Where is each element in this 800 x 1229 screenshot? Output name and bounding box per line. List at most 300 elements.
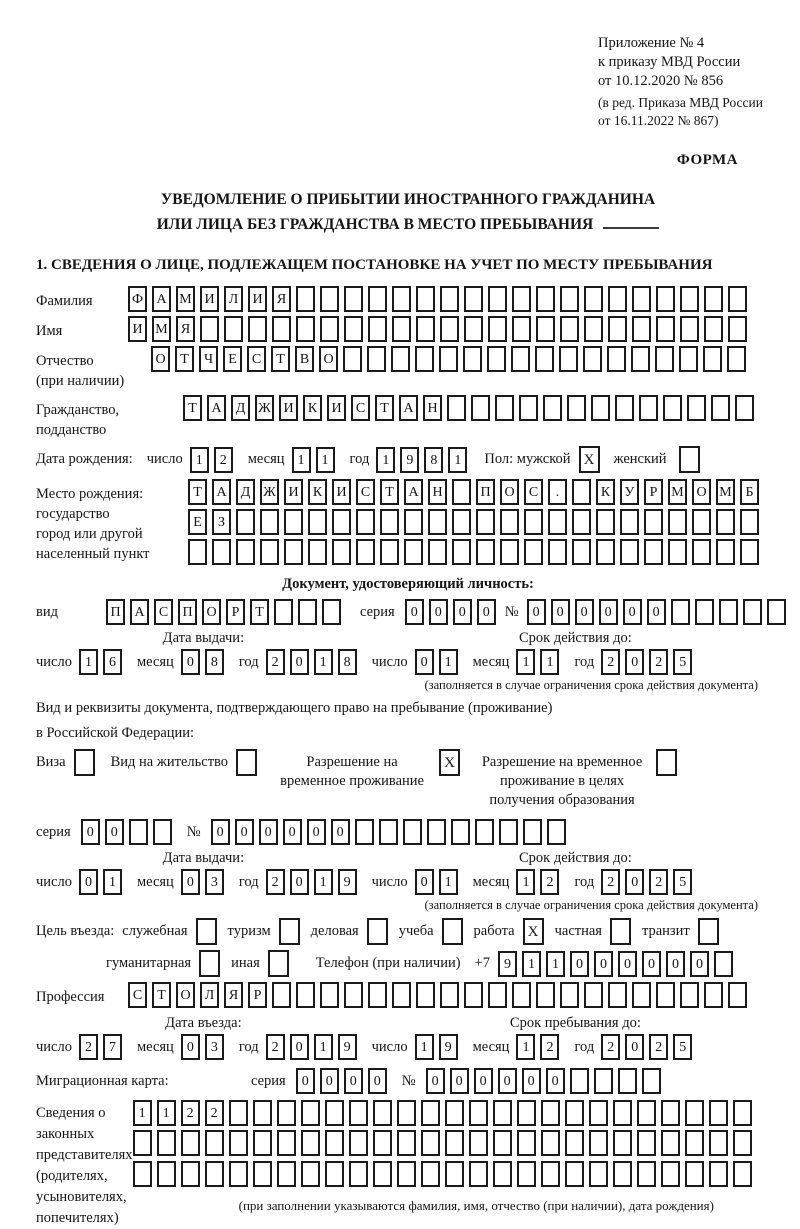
char-cell[interactable] bbox=[728, 286, 747, 312]
char-cell[interactable] bbox=[277, 1130, 296, 1156]
char-cell[interactable] bbox=[728, 982, 747, 1008]
char-cell[interactable] bbox=[272, 316, 291, 342]
char-cell[interactable] bbox=[236, 539, 255, 565]
char-cell[interactable] bbox=[320, 982, 339, 1008]
char-cell[interactable] bbox=[572, 539, 591, 565]
char-cell[interactable] bbox=[427, 819, 446, 845]
char-cell[interactable] bbox=[607, 346, 626, 372]
checkbox[interactable] bbox=[610, 918, 631, 945]
char-cell[interactable] bbox=[583, 346, 602, 372]
char-cell[interactable] bbox=[584, 286, 603, 312]
char-cell[interactable] bbox=[584, 316, 603, 342]
char-cell[interactable] bbox=[559, 346, 578, 372]
char-cell[interactable]: 0 bbox=[429, 599, 448, 625]
char-cell[interactable] bbox=[428, 539, 447, 565]
char-cell[interactable]: Т bbox=[183, 395, 202, 421]
char-cell[interactable] bbox=[560, 316, 579, 342]
char-cell[interactable] bbox=[680, 982, 699, 1008]
char-cell[interactable]: 3 bbox=[205, 869, 224, 895]
char-cell[interactable] bbox=[632, 316, 651, 342]
char-cell[interactable] bbox=[476, 539, 495, 565]
char-cell[interactable]: 0 bbox=[666, 951, 685, 977]
char-cell[interactable] bbox=[332, 509, 351, 535]
char-cell[interactable] bbox=[637, 1100, 656, 1126]
char-cell[interactable] bbox=[248, 316, 267, 342]
char-cell[interactable] bbox=[644, 539, 663, 565]
checkbox[interactable] bbox=[279, 918, 300, 945]
char-cell[interactable]: Т bbox=[271, 346, 290, 372]
char-cell[interactable] bbox=[356, 509, 375, 535]
char-cell[interactable] bbox=[488, 982, 507, 1008]
char-cell[interactable]: А bbox=[399, 395, 418, 421]
char-cell[interactable]: Т bbox=[188, 479, 207, 505]
char-cell[interactable] bbox=[367, 346, 386, 372]
char-cell[interactable] bbox=[368, 316, 387, 342]
char-cell[interactable] bbox=[613, 1161, 632, 1187]
char-cell[interactable]: Д bbox=[231, 395, 250, 421]
char-cell[interactable]: 0 bbox=[625, 649, 644, 675]
char-cell[interactable]: 2 bbox=[266, 1034, 285, 1060]
char-cell[interactable]: Т bbox=[175, 346, 194, 372]
char-cell[interactable]: Т bbox=[152, 982, 171, 1008]
char-cell[interactable] bbox=[572, 509, 591, 535]
char-cell[interactable] bbox=[343, 346, 362, 372]
char-cell[interactable] bbox=[344, 982, 363, 1008]
char-cell[interactable]: 0 bbox=[498, 1068, 517, 1094]
char-cell[interactable] bbox=[703, 346, 722, 372]
char-cell[interactable]: Ж bbox=[255, 395, 274, 421]
char-cell[interactable] bbox=[379, 819, 398, 845]
char-cell[interactable] bbox=[519, 395, 538, 421]
char-cell[interactable]: 1 bbox=[516, 869, 535, 895]
char-cell[interactable] bbox=[714, 951, 733, 977]
char-cell[interactable] bbox=[284, 539, 303, 565]
char-cell[interactable]: А bbox=[212, 479, 231, 505]
char-cell[interactable]: 1 bbox=[516, 1034, 535, 1060]
char-cell[interactable] bbox=[493, 1100, 512, 1126]
char-cell[interactable]: 0 bbox=[235, 819, 254, 845]
char-cell[interactable] bbox=[476, 509, 495, 535]
char-cell[interactable]: 0 bbox=[474, 1068, 493, 1094]
char-cell[interactable]: Р bbox=[226, 599, 245, 625]
char-cell[interactable]: 8 bbox=[205, 649, 224, 675]
char-cell[interactable]: 0 bbox=[546, 1068, 565, 1094]
char-cell[interactable] bbox=[709, 1100, 728, 1126]
char-cell[interactable] bbox=[445, 1100, 464, 1126]
char-cell[interactable]: 0 bbox=[181, 1034, 200, 1060]
char-cell[interactable] bbox=[471, 395, 490, 421]
char-cell[interactable]: 9 bbox=[400, 447, 419, 473]
char-cell[interactable] bbox=[205, 1161, 224, 1187]
char-cell[interactable]: 0 bbox=[453, 599, 472, 625]
char-cell[interactable]: А bbox=[152, 286, 171, 312]
char-cell[interactable] bbox=[181, 1130, 200, 1156]
char-cell[interactable] bbox=[589, 1100, 608, 1126]
char-cell[interactable] bbox=[445, 1161, 464, 1187]
char-cell[interactable] bbox=[709, 1161, 728, 1187]
char-cell[interactable] bbox=[129, 819, 148, 845]
checkbox[interactable] bbox=[74, 749, 95, 776]
char-cell[interactable]: 0 bbox=[181, 649, 200, 675]
char-cell[interactable]: И bbox=[248, 286, 267, 312]
char-cell[interactable] bbox=[229, 1130, 248, 1156]
char-cell[interactable]: 0 bbox=[527, 599, 546, 625]
char-cell[interactable] bbox=[523, 819, 542, 845]
char-cell[interactable]: 1 bbox=[448, 447, 467, 473]
char-cell[interactable]: 1 bbox=[157, 1100, 176, 1126]
char-cell[interactable] bbox=[445, 1130, 464, 1156]
char-cell[interactable] bbox=[188, 539, 207, 565]
char-cell[interactable] bbox=[548, 509, 567, 535]
char-cell[interactable] bbox=[421, 1130, 440, 1156]
char-cell[interactable] bbox=[613, 1130, 632, 1156]
char-cell[interactable]: 1 bbox=[103, 869, 122, 895]
char-cell[interactable]: Ч bbox=[199, 346, 218, 372]
char-cell[interactable] bbox=[392, 982, 411, 1008]
checkbox[interactable]: X bbox=[439, 749, 460, 776]
char-cell[interactable]: 0 bbox=[623, 599, 642, 625]
char-cell[interactable]: Р bbox=[644, 479, 663, 505]
char-cell[interactable]: 0 bbox=[368, 1068, 387, 1094]
char-cell[interactable] bbox=[344, 316, 363, 342]
char-cell[interactable]: Л bbox=[200, 982, 219, 1008]
char-cell[interactable] bbox=[349, 1161, 368, 1187]
char-cell[interactable]: 0 bbox=[405, 599, 424, 625]
char-cell[interactable] bbox=[704, 286, 723, 312]
char-cell[interactable] bbox=[325, 1130, 344, 1156]
char-cell[interactable]: 0 bbox=[625, 869, 644, 895]
char-cell[interactable]: Н bbox=[423, 395, 442, 421]
checkbox[interactable] bbox=[199, 950, 220, 977]
char-cell[interactable]: . bbox=[548, 479, 567, 505]
char-cell[interactable]: 0 bbox=[426, 1068, 445, 1094]
char-cell[interactable]: 2 bbox=[214, 447, 233, 473]
char-cell[interactable]: И bbox=[279, 395, 298, 421]
char-cell[interactable]: 0 bbox=[181, 869, 200, 895]
char-cell[interactable] bbox=[325, 1161, 344, 1187]
char-cell[interactable] bbox=[416, 982, 435, 1008]
checkbox[interactable] bbox=[698, 918, 719, 945]
char-cell[interactable]: Б bbox=[740, 479, 759, 505]
char-cell[interactable] bbox=[469, 1161, 488, 1187]
char-cell[interactable]: П bbox=[106, 599, 125, 625]
char-cell[interactable]: А bbox=[207, 395, 226, 421]
char-cell[interactable] bbox=[397, 1161, 416, 1187]
char-cell[interactable] bbox=[133, 1130, 152, 1156]
char-cell[interactable] bbox=[613, 1100, 632, 1126]
char-cell[interactable]: 0 bbox=[79, 869, 98, 895]
char-cell[interactable] bbox=[391, 346, 410, 372]
char-cell[interactable]: М bbox=[668, 479, 687, 505]
char-cell[interactable]: 0 bbox=[283, 819, 302, 845]
char-cell[interactable] bbox=[589, 1161, 608, 1187]
char-cell[interactable]: Я bbox=[224, 982, 243, 1008]
char-cell[interactable]: Ф bbox=[128, 286, 147, 312]
char-cell[interactable] bbox=[536, 286, 555, 312]
char-cell[interactable] bbox=[615, 395, 634, 421]
char-cell[interactable] bbox=[452, 539, 471, 565]
char-cell[interactable] bbox=[428, 509, 447, 535]
char-cell[interactable] bbox=[253, 1161, 272, 1187]
char-cell[interactable] bbox=[740, 539, 759, 565]
char-cell[interactable] bbox=[349, 1130, 368, 1156]
char-cell[interactable]: 0 bbox=[575, 599, 594, 625]
char-cell[interactable] bbox=[685, 1130, 704, 1156]
char-cell[interactable]: 2 bbox=[540, 869, 559, 895]
char-cell[interactable] bbox=[517, 1100, 536, 1126]
char-cell[interactable] bbox=[711, 395, 730, 421]
char-cell[interactable] bbox=[608, 316, 627, 342]
char-cell[interactable]: 0 bbox=[647, 599, 666, 625]
char-cell[interactable]: Я bbox=[176, 316, 195, 342]
char-cell[interactable]: О bbox=[151, 346, 170, 372]
char-cell[interactable]: 2 bbox=[601, 869, 620, 895]
char-cell[interactable] bbox=[464, 286, 483, 312]
char-cell[interactable] bbox=[349, 1100, 368, 1126]
char-cell[interactable] bbox=[567, 395, 586, 421]
char-cell[interactable]: А bbox=[404, 479, 423, 505]
char-cell[interactable] bbox=[416, 316, 435, 342]
char-cell[interactable]: 0 bbox=[690, 951, 709, 977]
char-cell[interactable] bbox=[656, 316, 675, 342]
char-cell[interactable] bbox=[440, 286, 459, 312]
char-cell[interactable]: 2 bbox=[79, 1034, 98, 1060]
char-cell[interactable]: З bbox=[212, 509, 231, 535]
char-cell[interactable] bbox=[512, 982, 531, 1008]
char-cell[interactable] bbox=[591, 395, 610, 421]
char-cell[interactable] bbox=[499, 819, 518, 845]
char-cell[interactable]: 7 bbox=[103, 1034, 122, 1060]
char-cell[interactable]: 2 bbox=[181, 1100, 200, 1126]
char-cell[interactable] bbox=[620, 539, 639, 565]
char-cell[interactable] bbox=[716, 509, 735, 535]
char-cell[interactable]: Т bbox=[380, 479, 399, 505]
char-cell[interactable]: М bbox=[716, 479, 735, 505]
char-cell[interactable]: Н bbox=[428, 479, 447, 505]
checkbox[interactable] bbox=[679, 446, 700, 473]
char-cell[interactable]: В bbox=[295, 346, 314, 372]
char-cell[interactable]: О bbox=[176, 982, 195, 1008]
char-cell[interactable]: С bbox=[247, 346, 266, 372]
char-cell[interactable]: 9 bbox=[338, 869, 357, 895]
char-cell[interactable] bbox=[439, 346, 458, 372]
char-cell[interactable] bbox=[229, 1100, 248, 1126]
char-cell[interactable]: 1 bbox=[133, 1100, 152, 1126]
char-cell[interactable] bbox=[157, 1130, 176, 1156]
char-cell[interactable]: 2 bbox=[205, 1100, 224, 1126]
char-cell[interactable]: П bbox=[476, 479, 495, 505]
char-cell[interactable] bbox=[463, 346, 482, 372]
checkbox[interactable]: X bbox=[579, 446, 600, 473]
char-cell[interactable] bbox=[416, 286, 435, 312]
char-cell[interactable]: 0 bbox=[477, 599, 496, 625]
char-cell[interactable] bbox=[380, 539, 399, 565]
char-cell[interactable]: 5 bbox=[673, 869, 692, 895]
char-cell[interactable] bbox=[548, 539, 567, 565]
char-cell[interactable] bbox=[565, 1100, 584, 1126]
char-cell[interactable]: 0 bbox=[625, 1034, 644, 1060]
char-cell[interactable]: 2 bbox=[540, 1034, 559, 1060]
char-cell[interactable] bbox=[421, 1100, 440, 1126]
char-cell[interactable] bbox=[663, 395, 682, 421]
char-cell[interactable]: С bbox=[524, 479, 543, 505]
char-cell[interactable]: 2 bbox=[601, 1034, 620, 1060]
char-cell[interactable] bbox=[488, 286, 507, 312]
char-cell[interactable] bbox=[308, 539, 327, 565]
char-cell[interactable]: И bbox=[327, 395, 346, 421]
char-cell[interactable] bbox=[584, 982, 603, 1008]
char-cell[interactable] bbox=[157, 1161, 176, 1187]
char-cell[interactable]: У bbox=[620, 479, 639, 505]
char-cell[interactable]: М bbox=[176, 286, 195, 312]
char-cell[interactable] bbox=[536, 316, 555, 342]
char-cell[interactable]: 1 bbox=[522, 951, 541, 977]
char-cell[interactable]: К bbox=[596, 479, 615, 505]
char-cell[interactable]: 0 bbox=[618, 951, 637, 977]
char-cell[interactable] bbox=[743, 599, 762, 625]
char-cell[interactable]: 0 bbox=[259, 819, 278, 845]
char-cell[interactable]: 0 bbox=[81, 819, 100, 845]
char-cell[interactable] bbox=[373, 1100, 392, 1126]
char-cell[interactable] bbox=[212, 539, 231, 565]
char-cell[interactable]: Т bbox=[250, 599, 269, 625]
char-cell[interactable]: 0 bbox=[290, 649, 309, 675]
char-cell[interactable] bbox=[656, 286, 675, 312]
char-cell[interactable]: 9 bbox=[338, 1034, 357, 1060]
char-cell[interactable]: Е bbox=[188, 509, 207, 535]
char-cell[interactable] bbox=[404, 509, 423, 535]
char-cell[interactable]: 0 bbox=[642, 951, 661, 977]
char-cell[interactable]: 2 bbox=[649, 1034, 668, 1060]
char-cell[interactable]: 1 bbox=[540, 649, 559, 675]
char-cell[interactable] bbox=[298, 599, 317, 625]
char-cell[interactable]: 1 bbox=[439, 869, 458, 895]
char-cell[interactable]: 0 bbox=[522, 1068, 541, 1094]
char-cell[interactable] bbox=[133, 1161, 152, 1187]
char-cell[interactable]: 8 bbox=[424, 447, 443, 473]
char-cell[interactable]: С bbox=[128, 982, 147, 1008]
char-cell[interactable]: 1 bbox=[314, 649, 333, 675]
char-cell[interactable]: 2 bbox=[649, 869, 668, 895]
char-cell[interactable]: Р bbox=[248, 982, 267, 1008]
char-cell[interactable] bbox=[565, 1161, 584, 1187]
char-cell[interactable] bbox=[493, 1161, 512, 1187]
char-cell[interactable] bbox=[512, 286, 531, 312]
char-cell[interactable] bbox=[403, 819, 422, 845]
char-cell[interactable] bbox=[487, 346, 506, 372]
char-cell[interactable]: 1 bbox=[292, 447, 311, 473]
char-cell[interactable] bbox=[517, 1130, 536, 1156]
char-cell[interactable]: 1 bbox=[316, 447, 335, 473]
char-cell[interactable] bbox=[560, 982, 579, 1008]
char-cell[interactable]: Ж bbox=[260, 479, 279, 505]
char-cell[interactable] bbox=[475, 819, 494, 845]
char-cell[interactable] bbox=[322, 599, 341, 625]
char-cell[interactable] bbox=[541, 1161, 560, 1187]
char-cell[interactable] bbox=[451, 819, 470, 845]
char-cell[interactable] bbox=[687, 395, 706, 421]
char-cell[interactable] bbox=[274, 599, 293, 625]
char-cell[interactable]: 0 bbox=[296, 1068, 315, 1094]
char-cell[interactable] bbox=[642, 1068, 661, 1094]
char-cell[interactable] bbox=[464, 316, 483, 342]
char-cell[interactable] bbox=[671, 599, 690, 625]
char-cell[interactable] bbox=[656, 982, 675, 1008]
char-cell[interactable]: О bbox=[319, 346, 338, 372]
char-cell[interactable] bbox=[719, 599, 738, 625]
char-cell[interactable] bbox=[440, 982, 459, 1008]
char-cell[interactable] bbox=[500, 509, 519, 535]
char-cell[interactable] bbox=[524, 509, 543, 535]
char-cell[interactable] bbox=[632, 982, 651, 1008]
char-cell[interactable]: И bbox=[332, 479, 351, 505]
char-cell[interactable] bbox=[524, 539, 543, 565]
char-cell[interactable] bbox=[692, 509, 711, 535]
checkbox[interactable] bbox=[367, 918, 388, 945]
char-cell[interactable]: 2 bbox=[649, 649, 668, 675]
char-cell[interactable] bbox=[632, 286, 651, 312]
char-cell[interactable]: 8 bbox=[338, 649, 357, 675]
char-cell[interactable]: Д bbox=[236, 479, 255, 505]
checkbox[interactable] bbox=[442, 918, 463, 945]
char-cell[interactable] bbox=[655, 346, 674, 372]
char-cell[interactable] bbox=[608, 982, 627, 1008]
char-cell[interactable] bbox=[728, 316, 747, 342]
char-cell[interactable] bbox=[570, 1068, 589, 1094]
char-cell[interactable] bbox=[373, 1161, 392, 1187]
char-cell[interactable] bbox=[596, 539, 615, 565]
char-cell[interactable] bbox=[373, 1130, 392, 1156]
char-cell[interactable]: 0 bbox=[211, 819, 230, 845]
char-cell[interactable]: 0 bbox=[415, 869, 434, 895]
char-cell[interactable]: 0 bbox=[599, 599, 618, 625]
char-cell[interactable] bbox=[260, 509, 279, 535]
char-cell[interactable]: И bbox=[128, 316, 147, 342]
char-cell[interactable] bbox=[392, 316, 411, 342]
char-cell[interactable] bbox=[692, 539, 711, 565]
char-cell[interactable] bbox=[284, 509, 303, 535]
char-cell[interactable] bbox=[277, 1100, 296, 1126]
char-cell[interactable] bbox=[469, 1100, 488, 1126]
char-cell[interactable]: 0 bbox=[551, 599, 570, 625]
char-cell[interactable] bbox=[679, 346, 698, 372]
char-cell[interactable]: 9 bbox=[498, 951, 517, 977]
char-cell[interactable] bbox=[452, 479, 471, 505]
char-cell[interactable] bbox=[224, 316, 243, 342]
char-cell[interactable]: 2 bbox=[266, 869, 285, 895]
char-cell[interactable]: К bbox=[308, 479, 327, 505]
char-cell[interactable] bbox=[296, 316, 315, 342]
char-cell[interactable]: 1 bbox=[376, 447, 395, 473]
char-cell[interactable] bbox=[668, 539, 687, 565]
char-cell[interactable] bbox=[356, 539, 375, 565]
char-cell[interactable] bbox=[511, 346, 530, 372]
char-cell[interactable] bbox=[320, 286, 339, 312]
char-cell[interactable] bbox=[320, 316, 339, 342]
char-cell[interactable] bbox=[620, 509, 639, 535]
char-cell[interactable] bbox=[368, 982, 387, 1008]
char-cell[interactable] bbox=[594, 1068, 613, 1094]
char-cell[interactable]: П bbox=[178, 599, 197, 625]
char-cell[interactable] bbox=[301, 1130, 320, 1156]
char-cell[interactable]: 5 bbox=[673, 1034, 692, 1060]
char-cell[interactable] bbox=[512, 316, 531, 342]
char-cell[interactable] bbox=[695, 599, 714, 625]
char-cell[interactable] bbox=[704, 316, 723, 342]
char-cell[interactable] bbox=[495, 395, 514, 421]
char-cell[interactable] bbox=[735, 395, 754, 421]
char-cell[interactable] bbox=[572, 479, 591, 505]
